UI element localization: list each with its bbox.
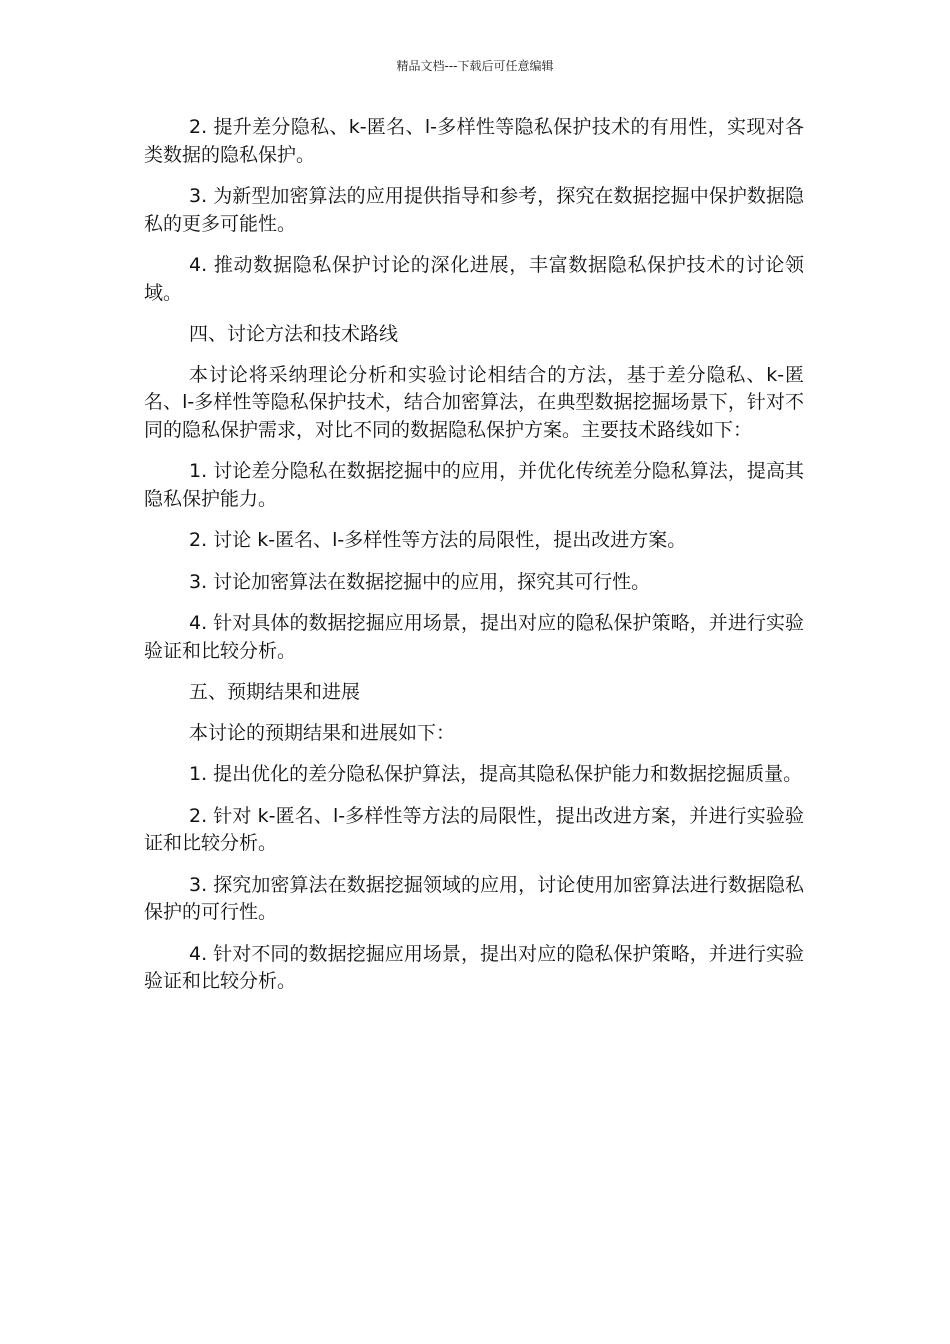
body-paragraph: 本讨论将采纳理论分析和实验讨论相结合的方法，基于差分隐私、k-匿名、l-多样性等隐私保护技术，结合加密算法，在典型数据挖掘场景下，针对不同的隐私保护需求，对比不同的数据隐私保护方案。主要技术路线如下： bbox=[144, 363, 804, 441]
section-heading: 四、讨论方法和技术路线 bbox=[189, 323, 399, 345]
list-item: 1. 讨论差分隐私在数据挖掘中的应用，并优化传统差分隐私算法，提高其隐私保护能力。 bbox=[144, 460, 804, 510]
section-heading: 五、预期结果和进展 bbox=[189, 681, 361, 703]
list-item: 3. 讨论加密算法在数据挖掘中的应用，探究其可行性。 bbox=[189, 570, 651, 593]
list-item: 4. 推动数据隐私保护讨论的深化进展，丰富数据隐私保护技术的讨论领域。 bbox=[144, 254, 804, 304]
body-paragraph: 本讨论的预期结果和进展如下： bbox=[189, 721, 456, 744]
list-item: 2. 讨论 k-匿名、l-多样性等方法的局限性，提出改进方案。 bbox=[189, 529, 687, 551]
list-item: 4. 针对不同的数据挖掘应用场景，提出对应的隐私保护策略，并进行实验验证和比较分析。 bbox=[144, 942, 804, 992]
list-item: 2. 针对 k-匿名、l-多样性等方法的局限性，提出改进方案，并进行实验验证和比较分析。 bbox=[144, 804, 804, 854]
list-item: 1. 提出优化的差分隐私保护算法，提高其隐私保护能力和数据挖掘质量。 bbox=[189, 763, 803, 785]
list-item: 3. 为新型加密算法的应用提供指导和参考，探究在数据挖掘中保护数据隐私的更多可能性。 bbox=[144, 185, 804, 235]
page-header: 精品文档---下载后可任意编辑 bbox=[396, 59, 554, 73]
list-item: 4. 针对具体的数据挖掘应用场景，提出对应的隐私保护策略，并进行实验验证和比较分析。 bbox=[144, 612, 804, 662]
list-item: 3. 探究加密算法在数据挖掘领域的应用，讨论使用加密算法进行数据隐私保护的可行性。 bbox=[144, 873, 804, 923]
list-item: 2. 提升差分隐私、k-匿名、l-多样性等隐私保护技术的有用性，实现对各类数据的隐私保护。 bbox=[144, 116, 804, 166]
document-body bbox=[144, 114, 804, 1010]
